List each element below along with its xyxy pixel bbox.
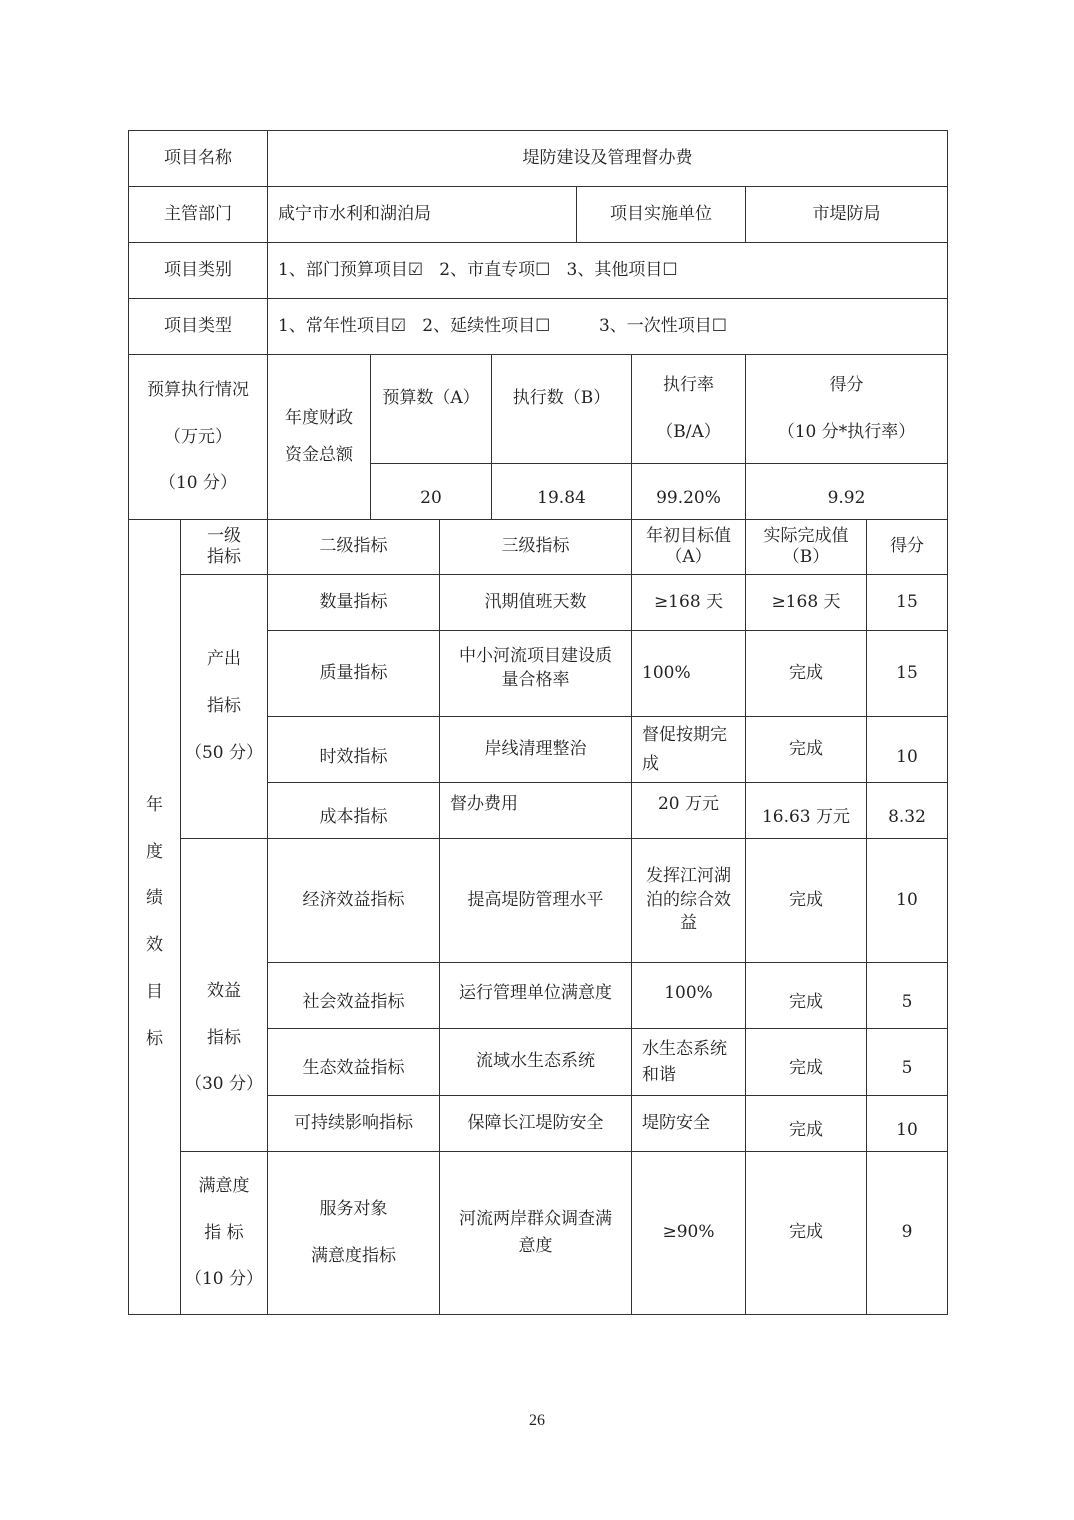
type-label: 项目类型 bbox=[128, 298, 268, 355]
budget-a-value: 20 bbox=[370, 463, 492, 520]
row-score: 15 bbox=[866, 630, 948, 717]
row-level3: 保障长江堤防安全 bbox=[439, 1095, 632, 1152]
annual-funds-label: 年度财政 资金总额 bbox=[267, 354, 371, 520]
header-target: 年初目标值 （A） bbox=[631, 519, 746, 575]
row-actual: 完成 bbox=[745, 716, 867, 783]
unit-value: 市堤防局 bbox=[745, 186, 948, 243]
row-score: 15 bbox=[866, 574, 948, 631]
page-number: 26 bbox=[529, 1412, 545, 1429]
row-level2: 社会效益指标 bbox=[267, 962, 440, 1029]
row-level2: 成本指标 bbox=[267, 782, 440, 839]
project-name-value: 堤防建设及管理督办费 bbox=[267, 130, 948, 187]
row-target: ≥168 天 bbox=[631, 574, 746, 631]
row-actual: 完成 bbox=[745, 962, 867, 1029]
row-actual: 完成 bbox=[745, 1028, 867, 1096]
row-level3: 提高堤防管理水平 bbox=[439, 838, 632, 963]
row-score: 10 bbox=[866, 1095, 948, 1152]
budget-b-value: 19.84 bbox=[491, 463, 632, 520]
row-actual: 完成 bbox=[745, 1095, 867, 1152]
row-actual: 完成 bbox=[745, 630, 867, 717]
row-target: 水生态系统 和谐 bbox=[631, 1028, 746, 1096]
rate-value: 99.20% bbox=[631, 463, 746, 520]
category-label: 项目类别 bbox=[128, 242, 268, 299]
group-satisfaction: 满意度 指 标 （10 分） bbox=[180, 1151, 268, 1315]
row-score: 10 bbox=[866, 838, 948, 963]
row-target: 100% bbox=[631, 630, 746, 717]
budget-a-label: 预算数（A） bbox=[370, 354, 492, 464]
row-target: ≥90% bbox=[631, 1151, 746, 1315]
header-level2: 二级指标 bbox=[267, 519, 440, 575]
row-level2: 服务对象 满意度指标 bbox=[267, 1151, 440, 1315]
score-label: 得分 （10 分*执行率） bbox=[745, 354, 948, 464]
group-output: 产出 指标 （50 分） bbox=[180, 574, 268, 839]
row-level3: 流域水生态系统 bbox=[439, 1028, 632, 1096]
row-actual: ≥168 天 bbox=[745, 574, 867, 631]
dept-label: 主管部门 bbox=[128, 186, 268, 243]
project-name-label: 项目名称 bbox=[128, 130, 268, 187]
row-score: 9 bbox=[866, 1151, 948, 1315]
row-level3: 汛期值班天数 bbox=[439, 574, 632, 631]
annual-performance-label: 年 度 绩 效 目 标 bbox=[128, 519, 181, 1315]
dept-value: 咸宁市水利和湖泊局 bbox=[267, 186, 577, 243]
row-level3: 岸线清理整治 bbox=[439, 716, 632, 783]
row-level2: 经济效益指标 bbox=[267, 838, 440, 963]
row-level2: 数量指标 bbox=[267, 574, 440, 631]
row-actual: 完成 bbox=[745, 838, 867, 963]
row-target: 100% bbox=[631, 962, 746, 1029]
row-target: 督促按期完 成 bbox=[631, 716, 746, 783]
header-actual: 实际完成值 （B） bbox=[745, 519, 867, 575]
category-value: 1、部门预算项目☑ 2、市直专项☐ 3、其他项目☐ bbox=[267, 242, 948, 299]
row-target: 20 万元 bbox=[631, 782, 746, 839]
row-actual: 完成 bbox=[745, 1151, 867, 1315]
row-level2: 可持续影响指标 bbox=[267, 1095, 440, 1152]
row-level3: 运行管理单位满意度 bbox=[439, 962, 632, 1029]
group-benefit: 效益 指标 （30 分） bbox=[180, 838, 268, 1152]
rate-label: 执行率 （B/A） bbox=[631, 354, 746, 464]
header-level1: 一级 指标 bbox=[180, 519, 268, 575]
row-target: 发挥江河湖 泊的综合效 益 bbox=[631, 838, 746, 963]
row-level2: 时效指标 bbox=[267, 716, 440, 783]
row-level2: 生态效益指标 bbox=[267, 1028, 440, 1096]
row-level3: 督办费用 bbox=[439, 782, 632, 839]
row-score: 5 bbox=[866, 1028, 948, 1096]
budget-execution-label: 预算执行情况 （万元） （10 分） bbox=[128, 354, 268, 520]
row-target: 堤防安全 bbox=[631, 1095, 746, 1152]
row-score: 8.32 bbox=[866, 782, 948, 839]
row-score: 5 bbox=[866, 962, 948, 1029]
row-level3: 河流两岸群众调查满 意度 bbox=[439, 1151, 632, 1315]
type-value: 1、常年性项目☑ 2、延续性项目☐ 3、一次性项目☐ bbox=[267, 298, 948, 355]
unit-label: 项目实施单位 bbox=[576, 186, 746, 243]
row-score: 10 bbox=[866, 716, 948, 783]
row-level3: 中小河流项目建设质 量合格率 bbox=[439, 630, 632, 717]
score-value: 9.92 bbox=[745, 463, 948, 520]
header-level3: 三级指标 bbox=[439, 519, 632, 575]
row-actual: 16.63 万元 bbox=[745, 782, 867, 839]
budget-b-label: 执行数（B） bbox=[491, 354, 632, 464]
header-score: 得分 bbox=[866, 519, 948, 575]
row-level2: 质量指标 bbox=[267, 630, 440, 717]
